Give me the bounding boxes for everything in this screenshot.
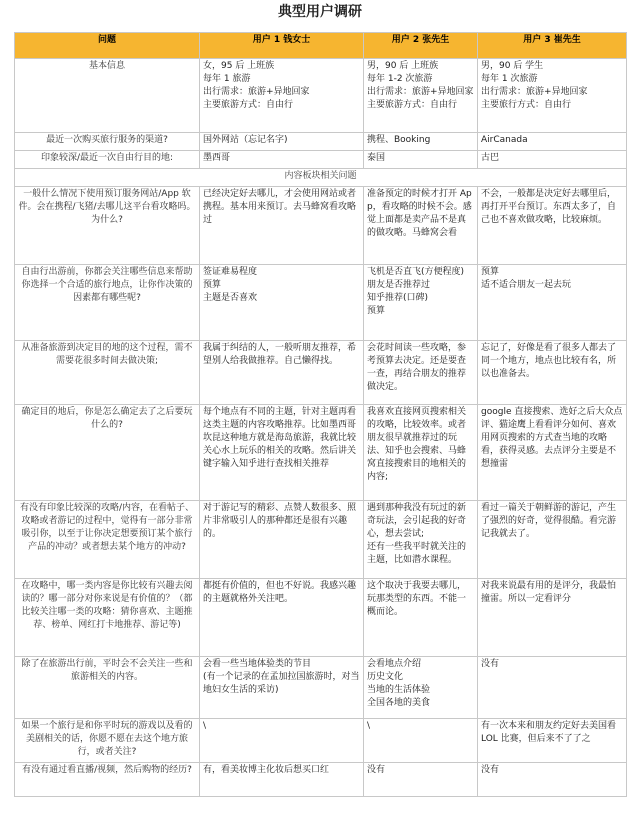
answer-line: 预算 (367, 306, 386, 316)
answer-cell-user-2 (364, 265, 478, 341)
question-cell: 除了在旅游出行前，平时会不会关注一些和旅游相关的内容。 (15, 657, 200, 719)
answer-cell-user-1 (200, 501, 364, 579)
answer-line: 飞机是否直飞(方便程度) (367, 267, 465, 277)
answer-line: 有，看美妆博主化妆后想买口红 (203, 765, 330, 775)
page-title: 典型用户调研 (278, 4, 362, 20)
answer-line: 历史文化 (367, 672, 404, 682)
header-user-2: 用户 2 张先生 (364, 33, 478, 59)
answer-line: 有一次本来和朋友约定好去美国看 LOL 比赛，但后来不了了之 (481, 721, 617, 744)
answer-line: 每年 1 旅游 (203, 74, 251, 84)
answer-line: 每年 1-2 次旅游 (367, 74, 433, 84)
answer-cell-user-1 (200, 151, 364, 169)
content-question-row (15, 657, 627, 719)
content-question-row (15, 579, 627, 657)
answer-line: 没有 (367, 765, 386, 775)
basic-info-row (15, 151, 627, 169)
section-row (15, 169, 627, 187)
answer-line: 会看一些当地体验类的节目 (203, 659, 312, 669)
answer-cell-user-2 (364, 763, 478, 797)
answer-line: 签证难易程度 (203, 267, 258, 277)
answer-cell-user-3 (478, 341, 627, 405)
answer-cell-user-3 (478, 265, 627, 341)
answer-line: 男，90 后 上班族 (367, 61, 439, 71)
answer-cell-user-2 (364, 133, 478, 151)
answer-cell-user-1 (200, 59, 364, 133)
answer-cell-user-2 (364, 59, 478, 133)
question-cell: 从准备旅游到决定目的地的这个过程，需不需要花很多时间去做决策; (15, 341, 200, 405)
answer-cell-user-3 (478, 405, 627, 501)
question-cell: 如果一个旅行是和你平时玩的游戏以及看的美剧相关的话，你愿不愿在去这个地方旅行，或者关注? (15, 719, 200, 763)
content-question-row (15, 405, 627, 501)
answer-line: 还有一些我平时就关注的主题，比如潜水课程。 (367, 542, 467, 565)
answer-cell-user-3 (478, 763, 627, 797)
answer-line: 这个取决于我要去哪儿，玩那类型的东西。不能一概而论。 (367, 581, 467, 617)
answer-line: \ (367, 721, 371, 731)
answer-cell-user-1 (200, 133, 364, 151)
section-label: 内容板块相关问题 (15, 169, 627, 187)
answer-line: 没有 (481, 659, 500, 669)
answer-cell-user-2 (364, 719, 478, 763)
question-cell: 一般什么情况下使用预订服务网站/App 软件。会在携程/飞猪/去哪儿这平台看攻略吗。为什么? (15, 187, 200, 265)
content-question-row (15, 501, 627, 579)
answer-line: 会花时间读一些攻略，参考预算去决定。还是要查一查，再结合朋友的推荐做决定。 (367, 343, 467, 392)
answer-cell-user-3 (478, 579, 627, 657)
answer-cell-user-1 (200, 579, 364, 657)
answer-cell-user-1 (200, 405, 364, 501)
answer-cell-user-2 (364, 579, 478, 657)
answer-line: 主要旅游方式：自由行 (367, 100, 458, 110)
answer-line: 适不适合朋友一起去玩 (481, 280, 572, 290)
question-cell: 有没有印象比较深的攻略/内容，在看帖子、攻略或者游记的过程中，觉得有一部分非常吸引你，以至于让你决定想要预订某个旅行产品的冲动？或者想去某个地方的冲动? (15, 501, 200, 579)
answer-line: 没有 (481, 765, 500, 775)
content-question-row (15, 763, 627, 797)
answer-line: 对我来说最有用的是评分，我最怕撞雷。所以一定看评分 (481, 581, 617, 604)
answer-cell-user-2 (364, 501, 478, 579)
answer-line: 看过一篇关于朝鲜游的游记，产生了强烈的好奇，觉得很酷。看完游记我就去了。 (481, 503, 617, 539)
answer-cell-user-3 (478, 151, 627, 169)
answer-line: 朋友是否推荐过 (367, 280, 431, 290)
answer-line: AirCanada (481, 135, 528, 145)
basic-info-row (15, 133, 627, 151)
answer-line: 我喜欢直接网页搜索相关的攻略，比较效率。或者朋友很早就推荐过的玩法、知乎也会搜索、马蜂窝直接搜索目的地相关的内容; (367, 407, 467, 482)
question-cell: 自由行出游前，你都会关注哪些信息来帮助你选择一个合适的旅行地点，让你作决策的因素都有哪些呢? (15, 265, 200, 341)
answer-cell-user-3 (478, 657, 627, 719)
answer-cell-user-2 (364, 405, 478, 501)
header-user-1: 用户 1 钱女士 (200, 33, 364, 59)
question-cell: 最近一次购买旅行服务的渠道? (15, 133, 200, 151)
survey-table (14, 32, 627, 797)
answer-cell-user-1 (200, 657, 364, 719)
answer-line: 出行需求：旅游+异地回家 (481, 87, 588, 97)
answer-cell-user-2 (364, 657, 478, 719)
answer-line: 古巴 (481, 153, 500, 163)
answer-line: 男，90 后 学生 (481, 61, 544, 71)
question-cell: 确定目的地后，你是怎么确定去了之后要玩什么的? (15, 405, 200, 501)
answer-cell-user-3 (478, 187, 627, 265)
answer-cell-user-2 (364, 187, 478, 265)
content-question-row (15, 719, 627, 763)
answer-line: google 直接搜索、选好之后大众点评、猫途鹰上看看评分如何、喜欢用网页搜索的方式查当地的攻略看，获得灵感。去点评分主要是不想撞雷 (481, 407, 623, 469)
answer-line: 每年 1 次旅游 (481, 74, 538, 84)
answer-line: 对于游记写的精彩、点赞人数很多、照片非常吸引人的那种都还是很有兴趣的。 (203, 503, 357, 539)
content-question-row (15, 265, 627, 341)
answer-line: 国外网站（忘记名字) (203, 135, 288, 145)
answer-line: 遇到那种我没有玩过的新奇玩法，会引起我的好奇心，想去尝试; (367, 503, 467, 539)
question-cell: 基本信息 (15, 59, 200, 133)
answer-line: 泰国 (367, 153, 386, 163)
answer-line: 携程、Booking (367, 135, 431, 145)
answer-cell-user-1 (200, 719, 364, 763)
answer-line: 我属于纠结的人，一般听朋友推荐，希望别人给我做推荐。自己懒得找。 (203, 343, 357, 366)
answer-line: 知乎推荐(口碑) (367, 293, 429, 303)
answer-line: 会看地点介绍 (367, 659, 422, 669)
answer-cell-user-2 (364, 341, 478, 405)
answer-cell-user-1 (200, 341, 364, 405)
answer-line: (有一个记录的在孟加拉国旅游时，对当地妇女生活的采访) (203, 672, 360, 695)
header-question: 问题 (15, 33, 200, 59)
answer-line: 都挺有价值的，但也不好说。我感兴趣的主题就格外关注吧。 (203, 581, 357, 604)
answer-cell-user-2 (364, 151, 478, 169)
answer-line: 已经决定好去哪儿，才会使用网站或者携程。基本用来预订。去马蜂窝看攻略过 (203, 189, 357, 225)
answer-line: 主题是否喜欢 (203, 293, 258, 303)
header-user-3: 用户 3 崔先生 (478, 33, 627, 59)
answer-line: 准备预定的时候才打开 App，看攻略的时候不会。感觉上面都是卖产品不是真的做攻略。马蜂窝会看 (367, 189, 472, 238)
answer-line: 墨西哥 (203, 153, 231, 163)
answer-line: 主要旅行方式：自由行 (481, 100, 572, 110)
question-cell: 在攻略中，哪一类内容是你比较有兴趣去阅读的？哪一部分对你来说是有价值的？（都比较关注哪一类的攻略：猜你喜欢、主题推荐、榜单、网红打卡地推荐、游记等) (15, 579, 200, 657)
table-body (15, 59, 627, 797)
answer-cell-user-3 (478, 719, 627, 763)
answer-line: 不会，一般都是决定好去哪里后，再打开平台预订。东西太多了，自己也不喜欢做攻略，比较麻烦。 (481, 189, 617, 225)
answer-line: 每个地点有不同的主题，针对主题再看这类主题的内容攻略推荐。比如墨西哥坎昆这种地方就是海岛旅游，我就比较关心水上玩乐的相关的攻略。然后讲关键字输入知乎进行查找相关推荐 (203, 407, 357, 469)
content-question-row (15, 341, 627, 405)
question-cell: 印象较深/最近一次自由行目的地: (15, 151, 200, 169)
content-question-row (15, 187, 627, 265)
answer-cell-user-3 (478, 59, 627, 133)
answer-line: 预算 (481, 267, 500, 277)
answer-cell-user-3 (478, 501, 627, 579)
answer-line: 出行需求：旅游+异地回家 (203, 87, 310, 97)
answer-cell-user-3 (478, 133, 627, 151)
answer-line: \ (203, 721, 207, 731)
answer-line: 当地的生活体验 (367, 685, 431, 695)
answer-cell-user-1 (200, 763, 364, 797)
answer-line: 出行需求：旅游+异地回家 (367, 87, 474, 97)
answer-cell-user-1 (200, 265, 364, 341)
answer-line: 主要旅游方式：自由行 (203, 100, 294, 110)
answer-line: 忘记了，好像是看了很多人都去了同一个地方，地点也比较有名，所以也准备去。 (481, 343, 617, 379)
answer-cell-user-1 (200, 187, 364, 265)
question-cell: 有没有通过看直播/视频，然后购物的经历? (15, 763, 200, 797)
answer-line: 全国各地的美食 (367, 698, 431, 708)
header-row (15, 33, 627, 59)
answer-line: 女，95 后 上班族 (203, 61, 275, 71)
answer-line: 预算 (203, 280, 222, 290)
basic-info-row (15, 59, 627, 133)
